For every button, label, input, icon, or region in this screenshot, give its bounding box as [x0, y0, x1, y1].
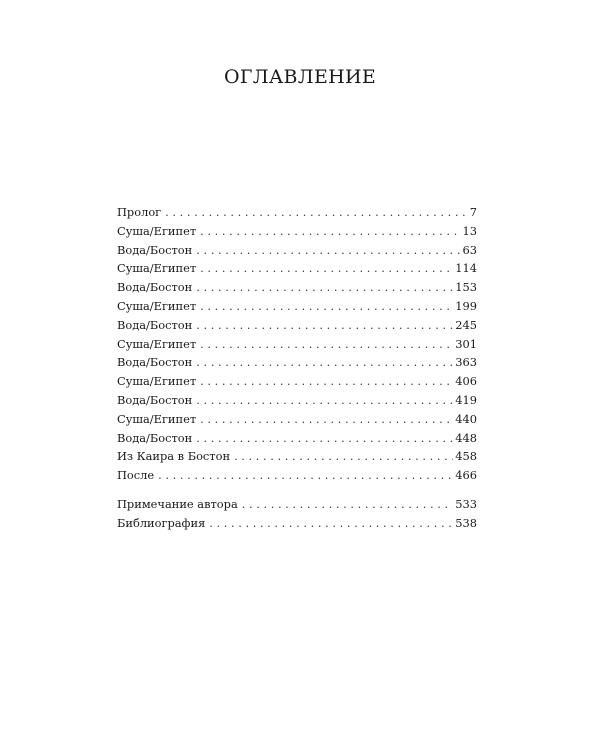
toc-entry-page: 199	[455, 298, 477, 313]
toc-entry-label: Вода/Бостон	[117, 430, 193, 445]
toc-entry-label: Суша/Египет	[117, 336, 197, 351]
dot-leader	[196, 280, 453, 294]
toc-entry-page: 419	[455, 392, 477, 407]
toc-entry[interactable]	[117, 374, 477, 393]
dot-leader	[196, 431, 453, 445]
toc-entry-page: 440	[455, 411, 477, 426]
section-gap	[117, 487, 477, 497]
toc-entry-page: 301	[455, 336, 477, 351]
toc-entry-label: Вода/Бостон	[117, 242, 193, 257]
dot-leader	[200, 412, 453, 426]
toc-entry-page: 466	[455, 468, 477, 483]
toc-entry-label: Примечание автора	[117, 496, 238, 511]
toc-entry-page: 448	[455, 430, 477, 445]
toc-appendix-entry[interactable]	[117, 497, 477, 516]
toc-entry[interactable]	[117, 468, 477, 487]
toc-entry[interactable]	[117, 224, 477, 243]
toc-entry-label: Вода/Бостон	[117, 392, 193, 407]
toc-entry-page: 114	[455, 261, 477, 276]
toc-entry-page: 13	[462, 223, 477, 238]
dot-leader	[158, 468, 453, 482]
dot-leader	[200, 261, 453, 275]
toc-entry-label: Суша/Египет	[117, 298, 197, 313]
page-title: ОГЛАВЛЕНИЕ	[223, 66, 377, 88]
toc-entry-page: 245	[455, 317, 477, 332]
dot-leader	[196, 355, 453, 369]
dot-leader	[196, 243, 460, 257]
toc-entry[interactable]	[117, 299, 477, 318]
toc-entry[interactable]	[117, 205, 477, 224]
toc-entry[interactable]	[117, 431, 477, 450]
toc-entry[interactable]	[117, 280, 477, 299]
dot-leader	[196, 393, 453, 407]
toc-entry-label: Пролог	[117, 205, 162, 219]
dot-leader	[165, 205, 468, 219]
toc-entry-label: Вода/Бостон	[117, 317, 193, 332]
toc-entry[interactable]	[117, 355, 477, 374]
toc-entry-label: Из Каира в Бостон	[117, 449, 231, 464]
dot-leader	[200, 299, 453, 313]
dot-leader	[242, 497, 454, 511]
toc-entry[interactable]	[117, 243, 477, 262]
toc-entry-label: Суша/Египет	[117, 223, 197, 238]
dot-leader	[200, 337, 453, 351]
toc-entry-page: 153	[455, 280, 477, 295]
toc-entry-page: 538	[455, 515, 477, 530]
toc-entry-page: 63	[462, 242, 477, 257]
table-of-contents	[117, 205, 477, 535]
dot-leader	[200, 374, 453, 388]
dot-leader	[196, 318, 453, 332]
toc-entry-label: После	[117, 468, 155, 483]
toc-entry-page: 406	[455, 374, 477, 389]
toc-entry-label: Суша/Египет	[117, 411, 197, 426]
dot-leader	[234, 449, 453, 463]
toc-entry-page: 7	[469, 205, 477, 219]
toc-entry-page: 363	[455, 355, 477, 370]
toc-entry-label: Вода/Бостон	[117, 280, 193, 295]
toc-entry-label: Библиография	[117, 515, 206, 530]
toc-entry[interactable]	[117, 412, 477, 431]
toc-entry[interactable]	[117, 318, 477, 337]
toc-entry[interactable]	[117, 449, 477, 468]
toc-entry-label: Суша/Египет	[117, 374, 197, 389]
toc-entry[interactable]	[117, 393, 477, 412]
toc-entry[interactable]	[117, 337, 477, 356]
toc-entry-page: 533	[455, 496, 477, 511]
toc-appendix-entry[interactable]	[117, 516, 477, 535]
toc-entry-label: Вода/Бостон	[117, 355, 193, 370]
dot-leader	[209, 516, 453, 530]
dot-leader	[200, 224, 460, 238]
toc-entry-label: Суша/Египет	[117, 261, 197, 276]
toc-entry-page: 458	[455, 449, 477, 464]
toc-entry[interactable]	[117, 261, 477, 280]
